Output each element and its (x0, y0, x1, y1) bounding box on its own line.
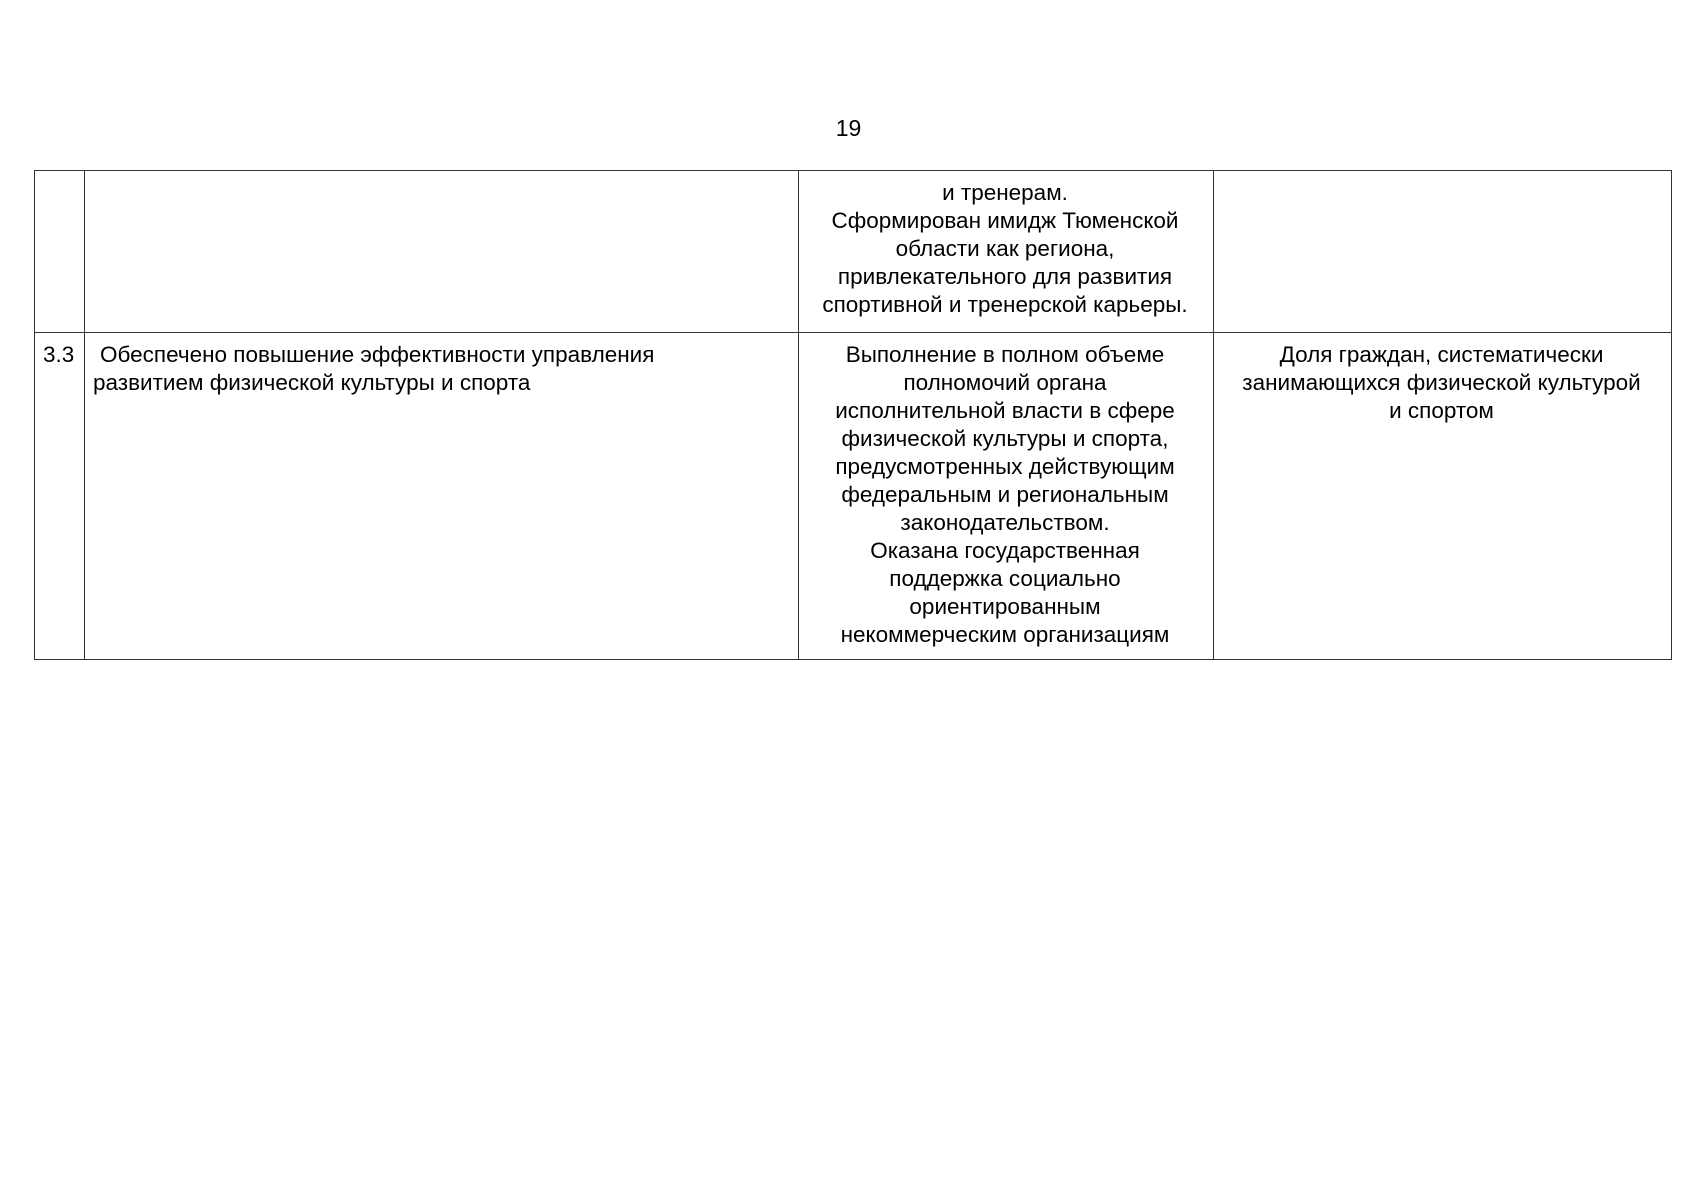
row-number-cell: 3.3 (35, 333, 85, 660)
result-line: законодательством. (900, 510, 1110, 535)
indicator-cell (1214, 171, 1672, 333)
result-line: Сформирован имидж Тюменской (831, 208, 1179, 233)
indicator-line: Доля граждан, систематически (1279, 342, 1604, 367)
event-line: развитием физической культуры и спорта (93, 370, 531, 395)
result-line: физической культуры и спорта, (841, 426, 1169, 451)
result-line: ориентированным (909, 594, 1101, 619)
result-line: Выполнение в полном объеме (845, 342, 1165, 367)
result-line: Оказана государственная (870, 538, 1140, 563)
indicator-line: и спортом (1389, 398, 1494, 423)
result-line: области как региона, (895, 236, 1115, 261)
result-cell (799, 333, 1214, 660)
result-line: федеральным и региональным (841, 482, 1169, 507)
indicator-cell (1214, 333, 1672, 660)
event-line: Обеспечено повышение эффективности управления (100, 342, 655, 367)
result-line: предусмотренных действующим (835, 454, 1175, 479)
results-table (34, 170, 1672, 660)
result-line: и тренерам. (942, 180, 1068, 205)
result-line: поддержка социально (889, 566, 1121, 591)
result-cell (799, 171, 1214, 333)
page-number: 19 (835, 115, 862, 141)
table-row (35, 333, 1672, 660)
result-line: некоммерческим организациям (840, 622, 1170, 647)
result-line: исполнительной власти в сфере (835, 398, 1175, 423)
result-line: привлекательного для развития (837, 264, 1173, 289)
table-row (35, 171, 1672, 333)
event-cell (85, 171, 799, 333)
indicator-line: занимающихся физической культурой (1242, 370, 1641, 395)
result-line: спортивной и тренерской карьеры. (822, 292, 1188, 317)
event-cell (85, 333, 799, 660)
row-number-cell (35, 171, 85, 333)
result-line: полномочий органа (903, 370, 1107, 395)
